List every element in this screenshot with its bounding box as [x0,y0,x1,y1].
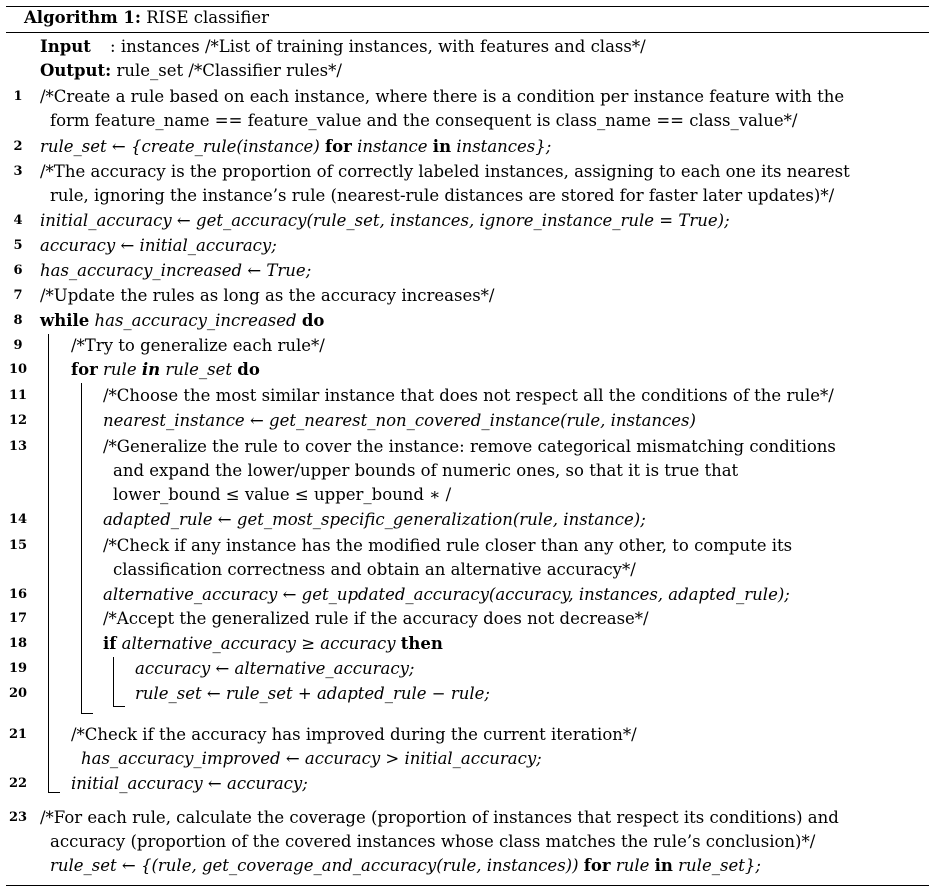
line-number: 5 [13,238,23,253]
comment-line: /*Choose the most similar instance that does not respect all the conditions of the rule*/ [103,386,834,405]
for-block-bar [81,383,82,713]
while-line: while has_accuracy_increased do [40,311,325,330]
algorithm-title [24,8,269,27]
code-line: alternative_accuracy ← get_updated_accuracy(accuracy, instances, adapted_rule); [103,585,790,604]
keyword: do [237,360,260,379]
code-line: rule_set ← {(rule, get_coverage_and_accuracy(rule, instances)) for rule in rule_set}; [50,856,761,875]
if-block-end [113,706,125,707]
line-number: 22 [8,776,28,791]
line-number: 20 [8,686,28,701]
line-number: 4 [13,213,23,228]
keyword: then [400,634,443,653]
input-line: Input : instances /*List of training instances, with features and class*/ [40,37,646,56]
code-line: has_accuracy_improved ← accuracy > initial_accuracy; [81,749,542,768]
while-block-end [48,792,60,793]
comment-line: /*Accept the generalized rule if the accuracy does not decrease*/ [103,609,649,628]
line-number: 23 [8,810,28,825]
line-number: 8 [13,313,23,328]
line-number: 1 [13,89,23,104]
keyword: for [583,856,611,875]
code-line: initial_accuracy ← get_accuracy(rule_set, instances, ignore_instance_rule = True); [40,211,730,230]
comment-line: classification correctness and obtain an alternative accuracy*/ [113,560,636,579]
line-number: 11 [8,388,28,403]
code-line: rule_set ← rule_set + adapted_rule − rule; [135,684,490,703]
code-line: rule_set ← {create_rule(instance) for instance in instances}; [40,137,552,156]
for-block-end [81,713,93,714]
keyword: do [301,311,325,330]
input-text: instances /*List of training instances, with features and class*/ [120,37,646,56]
line-number: 6 [13,263,23,278]
line-number: 17 [8,611,28,626]
keyword: in [654,856,673,875]
code-line: initial_accuracy ← accuracy; [71,774,308,793]
keyword: for [71,360,98,379]
header-rule [6,32,929,33]
line-number: 14 [8,512,28,527]
keyword: in [432,137,452,156]
output-label: Output: [40,61,112,80]
comment-line: form feature_name == feature_value and the consequent is class_name == class_value*/ [50,111,798,130]
comment-line: /*The accuracy is the proportion of correctly labeled instances, assigning to each one its nearest [40,162,850,181]
line-number: 16 [8,587,28,602]
keyword: while [40,311,90,330]
comment-line: /*Check if the accuracy has improved during the current iteration*/ [71,725,637,744]
keyword: if [103,634,117,653]
line-number: 9 [13,338,23,353]
code-line: accuracy ← alternative_accuracy; [135,659,415,678]
bottom-rule [6,885,929,886]
while-block-bar [48,334,49,792]
comment-line: /*Try to generalize each rule*/ [71,336,325,355]
if-line: if alternative_accuracy ≥ accuracy then [103,634,443,653]
line-number: 3 [13,164,23,179]
comment-line: and expand the lower/upper bounds of numeric ones, so that it is true that [113,461,739,480]
algorithm-name: RISE classifier [146,8,269,27]
code-line: adapted_rule ← get_most_specific_generalization(rule, instance); [103,510,646,529]
comment-line: rule, ignoring the instance’s rule (nearest-rule distances are stored for faster later updates)*/ [50,186,835,205]
code-line: has_accuracy_increased ← True; [40,261,312,280]
line-number: 12 [8,413,28,428]
comment-line: /*Check if any instance has the modified rule closer than any other, to compute its [103,536,793,555]
line-number: 21 [8,727,28,742]
line-number: 2 [13,139,23,154]
comment-line: /*Create a rule based on each instance, where there is a condition per instance feature with the [40,87,845,106]
line-number: 18 [8,636,28,651]
line-number: 10 [8,362,28,377]
comment-line: /*Generalize the rule to cover the instance: remove categorical mismatching conditions [103,437,836,456]
algorithm-label: Algorithm 1: [24,8,141,27]
output-line [40,61,342,81]
keyword: for [325,137,352,156]
line-number: 15 [8,538,28,553]
top-rule [6,6,929,7]
line-number: 13 [8,439,28,454]
code-line: nearest_instance ← get_nearest_non_covered_instance(rule, instances) [103,411,696,430]
comment-line: lower_bound ≤ value ≤ upper_bound ∗ / [113,485,452,504]
for-line: for rule in rule_set do [71,360,260,379]
comment-line: /*Update the rules as long as the accuracy increases*/ [40,286,495,305]
comment-line: accuracy (proportion of the covered instances whose class matches the rule’s conclusion)*/ [50,832,816,851]
if-block-bar [113,657,114,706]
line-number: 7 [13,288,23,303]
keyword: in [141,360,161,379]
code-line: accuracy ← initial_accuracy; [40,236,277,255]
input-label: Input [40,37,91,56]
comment-line: /*For each rule, calculate the coverage (proportion of instances that respect its conditions) and [40,808,839,827]
output-text: rule_set /*Classifier rules*/ [116,61,342,80]
line-number: 19 [8,661,28,676]
